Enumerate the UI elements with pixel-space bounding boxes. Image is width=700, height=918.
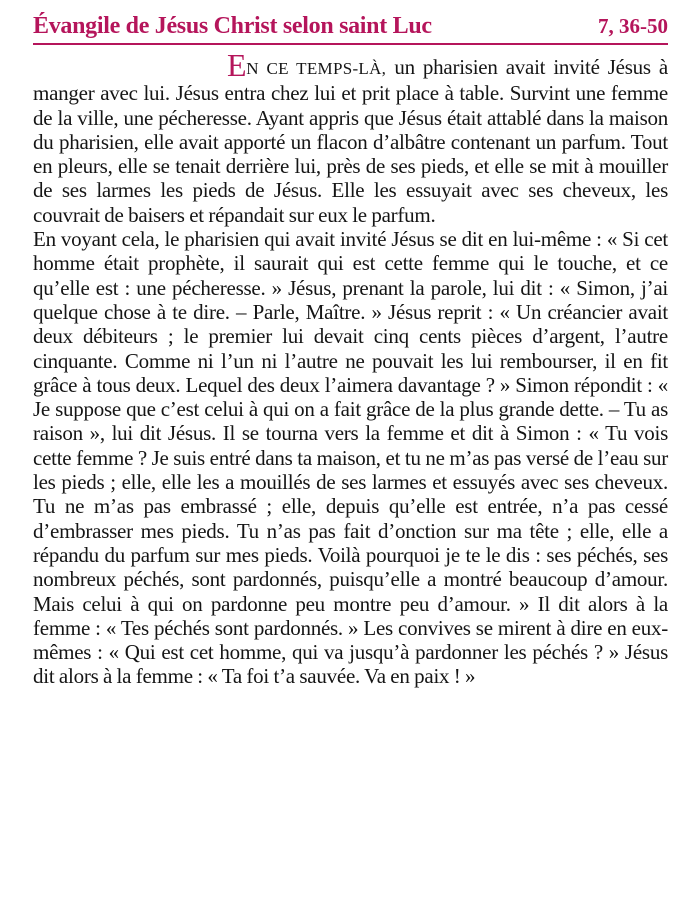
gospel-paragraph-dialogue: En voyant cela, le pharisien qui avait invité Jésus se dit en lui-même : « Si cet homme était prophète, il saurait qui est cette femme qui le touche, et ce qu’elle est : une pécheresse. » Jésus, prenant la parole, lui dit : « Simon, j’ai quelque chose à te dire. – Parle, Maître. » Jésus reprit : « Un créancier avait deux débiteurs ; le premier lui devait cinq cents pièces d’argent, l’autre cinquante. Comme ni l’un ni l’autre ne pouvait les lui rembourser, il en fit grâce à tous deux. Lequel des deux l’aimera davantage ? » Simon répondit : « Je suppose que c’est celui à qui on a fait grâce de la plus grande dette. – Tu as raison », lui dit Jésus. Il se tourna vers la femme et dit à Simon : « Tu vois cette femme ? Je suis entré dans ta maison, et tu ne m’as pas versé de l’eau sur les pieds ; elle, elle les a mouillés de ses larmes et essuyés avec ses cheveux. Tu ne m’as pas embrassé ; elle, depuis qu’elle est entrée, n’a pas cessé d’embrasser mes pieds. Tu n’as pas fait d’onction sur ma tête ; elle, elle a répandu du parfum sur mes pieds. Voilà pourquoi je te le dis : ses péchés, ses nombreux péchés, sont pardonnés, puisqu’elle a montré beaucoup d’amour. Mais celui à qui on pardonne peu montre peu d’amour. » Il dit alors à la femme : « Tes péchés sont pardonnés. » Les convives se mirent à dire en eux-mêmes : « Qui est cet homme, qui va jusqu’à pardonner les péchés ? » Jésus dit alors à la femme : « Ta foi t’a sauvée. Va en paix ! » — [33, 227, 668, 689]
reading-header — [33, 13, 668, 45]
gospel-text — [33, 47, 668, 689]
incipit-small-caps: N CE TEMPS-LÀ, — [246, 59, 387, 78]
gospel-paragraph-opening — [33, 47, 668, 227]
page-title: Évangile de Jésus Christ selon saint Luc — [33, 13, 432, 39]
verse-reference: 7, 36-50 — [598, 14, 668, 38]
paragraph-opening-text: un pharisien avait invité Jésus à manger avec lui. Jésus entra chez lui et prit place à table. Survint une femme de la ville, une pécheresse. Ayant appris que Jésus était attablé dans la maison du pharisien, elle avait apporté un flacon d’albâtre contenant un parfum. Tout en pleurs, elle se tenait derrière lui, près de ses pieds, et elle se mit à mouiller de ses larmes les pieds de Jésus. Elle les essuyait avec ses cheveux, les couvrait de baisers et répandait sur eux le parfum. — [33, 55, 668, 227]
drop-cap-initial: E — [227, 47, 247, 83]
